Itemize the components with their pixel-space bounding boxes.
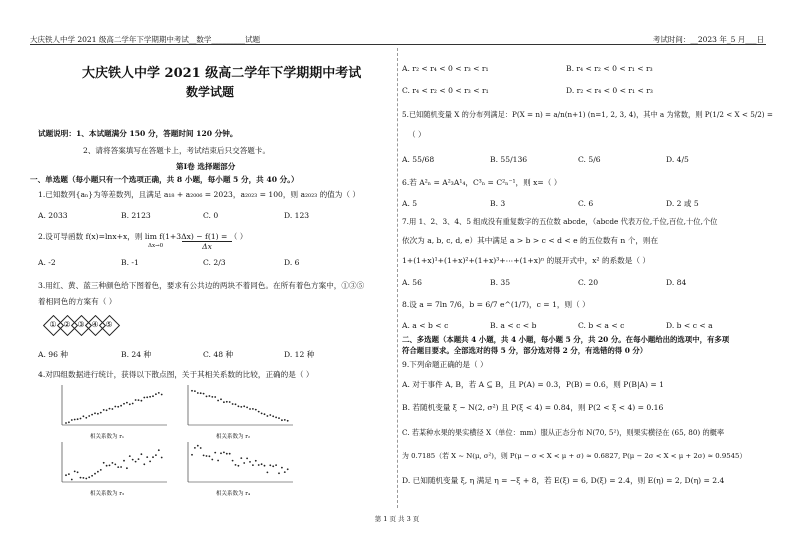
scatter-point bbox=[220, 398, 222, 400]
scatter-point bbox=[246, 407, 248, 409]
scatter-point bbox=[240, 406, 242, 408]
question-6: 6.若 A²ₙ = A²₃A¹₄，C³ₙ = C²ₙ⁻¹，则 x=（ ） bbox=[402, 178, 562, 187]
q6-option-c: C. 6 bbox=[578, 199, 594, 208]
q7-option-a: A. 56 bbox=[402, 278, 422, 287]
region-label-1: ① bbox=[49, 320, 57, 329]
question-3-line-2: 着相同色的方案有（ ） bbox=[38, 297, 117, 306]
scatter-point bbox=[88, 476, 90, 478]
q5-option-d: D. 4/5 bbox=[666, 155, 689, 164]
scatter-point bbox=[103, 409, 105, 411]
scatter-point bbox=[149, 396, 151, 398]
q2-option-c: C. 2/3 bbox=[203, 258, 226, 267]
scatter-point bbox=[223, 452, 225, 454]
scatter-point bbox=[232, 460, 234, 462]
scatter-point bbox=[161, 394, 163, 396]
scatter-point bbox=[203, 393, 205, 395]
scatter-point bbox=[243, 462, 245, 464]
scatter-point bbox=[91, 475, 93, 477]
scatter-point bbox=[143, 463, 145, 465]
scatter-point bbox=[141, 453, 143, 455]
question-3-line-1: 3.用红、黄、蓝三种颜色给下图着色，要求有公共边的两块不着同色。在所有着色方案中，①③⑤ bbox=[38, 281, 365, 290]
scatter-point bbox=[264, 465, 266, 467]
scatter-point bbox=[255, 460, 257, 462]
plot-2-caption: 相关系数为 r₂ bbox=[216, 434, 251, 440]
scatter-point bbox=[114, 406, 116, 408]
header-left: 大庆铁人中学 2021 级高二学年下学期期中考试__数学_________试题 bbox=[30, 35, 261, 44]
scatter-point bbox=[226, 453, 228, 455]
scatter-point bbox=[100, 469, 102, 471]
scatter-point bbox=[146, 396, 148, 398]
scatter-point bbox=[71, 479, 73, 481]
scatter-point bbox=[269, 464, 271, 466]
scatter-point bbox=[120, 405, 122, 407]
scatter-point bbox=[94, 412, 96, 414]
question-2: 2.设可导函数 f(x)=lnx+x，则 lim f(1+3Δx) − f(1) = （ ） bbox=[38, 232, 248, 241]
scatter-point bbox=[284, 471, 286, 473]
scatter-point bbox=[238, 405, 240, 407]
question-9: 9.下列命题正确的是（ ） bbox=[402, 360, 488, 369]
q4-option-d: D. r₂ < r₄ < 0 < r₁ < r₃ bbox=[566, 86, 653, 95]
q3-option-b: B. 24 种 bbox=[121, 350, 152, 359]
plot-3-caption: 相关系数为 r₃ bbox=[90, 491, 125, 497]
scatter-point bbox=[103, 462, 105, 464]
scatter-point bbox=[194, 390, 196, 392]
scatter-point bbox=[261, 463, 263, 465]
q2-option-d: D. 6 bbox=[284, 258, 300, 267]
scatter-point bbox=[65, 474, 67, 476]
q3-option-c: C. 48 种 bbox=[203, 350, 234, 359]
q9-option-d: D. 已知随机变量 ξ, η 满足 η = −ξ + 8，若 E(ξ) = 6, D(ξ) = 2.4，则 E(η) = 2, D(η) = 2.4 bbox=[402, 476, 725, 485]
scatter-point bbox=[129, 455, 131, 457]
q4-option-b: B. r₄ < r₂ < 0 < r₁ < r₃ bbox=[566, 64, 653, 73]
scatter-point bbox=[203, 455, 205, 457]
scatter-point bbox=[200, 447, 202, 449]
scatter-point bbox=[258, 411, 260, 413]
scatter-point bbox=[220, 452, 222, 454]
scatter-point bbox=[240, 457, 242, 459]
scatter-point bbox=[249, 461, 251, 463]
scatter-point bbox=[252, 408, 254, 410]
scatter-point bbox=[80, 418, 82, 420]
q7-option-c: C. 20 bbox=[578, 278, 599, 287]
scatter-point bbox=[214, 396, 216, 398]
section-2-title-line-2: 符合题目要求。全部选对的得 5 分，部分选对得 2 分，有选错的得 0 分） bbox=[402, 346, 648, 355]
scatter-point bbox=[100, 412, 102, 414]
scatter-point bbox=[112, 408, 114, 410]
section-1-title: 一、单选题（每小题只有一个选项正确，共 8 小题，每小题 5 分，共 40 分。） bbox=[30, 175, 299, 184]
question-7-line-1: 7.用 1、2、3、4、5 组成没有重复数字的五位数 abcde，（abcde 代表万位,千位,百位,十位,个位 bbox=[402, 217, 718, 226]
scatter-point bbox=[161, 457, 163, 459]
part-1-title: 第Ⅰ卷 选择题部分 bbox=[176, 162, 236, 171]
scatter-point bbox=[261, 413, 263, 415]
q2-denominator: Δx bbox=[182, 241, 232, 252]
region-label-2: ② bbox=[63, 320, 71, 329]
q5-option-c: C. 5/6 bbox=[578, 155, 601, 164]
question-4: 4.对四组数据进行统计，获得以下散点图，关于其相关系数的比较，正确的是（ ） bbox=[38, 370, 314, 379]
q1-option-d: D. 123 bbox=[284, 211, 310, 220]
scatter-point bbox=[278, 472, 280, 474]
scatter-point bbox=[112, 462, 114, 464]
scatter-point bbox=[126, 402, 128, 404]
q5-paren: （ ） bbox=[408, 130, 426, 139]
scatter-point bbox=[80, 477, 82, 479]
scatter-point bbox=[278, 417, 280, 419]
scatter-point bbox=[214, 452, 216, 454]
question-1: 1.已知数列{aₙ}为等差数列，且满足 a₁₈ + a₂₀₀₆ = 2023，a₂₀₂₃ = 100，则 a₂₀₂₃ 的值为（ ） bbox=[38, 190, 360, 199]
scatter-plot-1 bbox=[52, 383, 172, 435]
question-5: 5.已知随机变量 X 的分布列满足：P(X = n) = a/n(n+1) (n=1, 2, 3, 4)，其中 a 为常数，则 P(1/2 < X < 5/2) = bbox=[402, 110, 773, 119]
scatter-point bbox=[152, 395, 154, 397]
scatter-point bbox=[149, 461, 151, 463]
scatter-point bbox=[109, 408, 111, 410]
scatter-point bbox=[114, 464, 116, 466]
scatter-point bbox=[252, 464, 254, 466]
q4-option-a: A. r₂ < r₄ < 0 < r₃ < r₁ bbox=[402, 64, 489, 73]
q8-option-d: D. b < c < a bbox=[666, 321, 713, 330]
region-label-4: ④ bbox=[91, 320, 99, 329]
scatter-point bbox=[238, 465, 240, 467]
q6-option-d: D. 2 或 5 bbox=[666, 199, 699, 208]
section-2-title-line-1: 二、多选题（本题共 4 小题，共 4 小题，每小题 5 分，共 20 分。在每小题给出的选项中，有多项 bbox=[402, 335, 730, 344]
scatter-point bbox=[97, 471, 99, 473]
scatter-point bbox=[68, 421, 70, 423]
scatter-point bbox=[141, 400, 143, 402]
scatter-point bbox=[206, 396, 208, 398]
scatter-point bbox=[209, 455, 211, 457]
scatter-point bbox=[71, 419, 73, 421]
scatter-point bbox=[74, 419, 76, 421]
scatter-point bbox=[255, 409, 257, 411]
scatter-point bbox=[191, 454, 193, 456]
scatter-point bbox=[197, 392, 199, 394]
q5-option-a: A. 55/68 bbox=[402, 155, 435, 164]
scatter-point bbox=[246, 458, 248, 460]
scatter-point bbox=[85, 417, 87, 419]
scatter-point bbox=[132, 459, 134, 461]
scatter-point bbox=[138, 458, 140, 460]
scatter-point bbox=[267, 472, 269, 474]
column-divider bbox=[397, 48, 398, 508]
q8-option-c: C. b < a < c bbox=[578, 321, 625, 330]
scatter-point bbox=[272, 415, 274, 417]
scatter-point bbox=[264, 413, 266, 415]
q2-limit-subscript: Δx→0 bbox=[148, 243, 164, 249]
scatter-point bbox=[123, 460, 125, 462]
scatter-point bbox=[94, 473, 96, 475]
scatter-point bbox=[117, 466, 119, 468]
scatter-point bbox=[235, 403, 237, 405]
scatter-point bbox=[275, 417, 277, 419]
scatter-point bbox=[194, 447, 196, 449]
q9-option-c-line-2: 为 0.7185（若 X ~ N(μ, σ²)，则 P(μ − σ < X < μ + σ) ≈ 0.6827, P(μ − 2σ < X < μ + 2σ) ≈ 0.9545） bbox=[402, 452, 747, 460]
exam-subtitle: 数学试题 bbox=[186, 85, 235, 99]
region-label-5: ⑤ bbox=[105, 320, 113, 329]
scatter-point bbox=[191, 390, 193, 392]
scatter-point bbox=[217, 460, 219, 462]
scatter-point bbox=[287, 420, 289, 422]
scatter-point bbox=[132, 403, 134, 405]
scatter-point bbox=[83, 477, 85, 479]
scatter-point bbox=[123, 403, 125, 405]
scatter-point bbox=[229, 401, 231, 403]
scatter-point bbox=[232, 403, 234, 405]
scatter-point bbox=[155, 393, 157, 395]
plot-4-caption: 相关系数为 r₄ bbox=[216, 491, 251, 497]
scatter-point bbox=[267, 415, 269, 417]
scatter-point bbox=[258, 464, 260, 466]
scatter-point bbox=[211, 396, 213, 398]
scatter-point bbox=[281, 419, 283, 421]
scatter-plot-4 bbox=[178, 440, 298, 492]
scatter-point bbox=[109, 465, 111, 467]
scatter-point bbox=[158, 449, 160, 451]
q9-option-c-line-1: C. 若某种水果的果实横径 X（单位：mm）服从正态分布 N(70, 5²)，则果实横径在 (65, 80) 的概率 bbox=[402, 428, 725, 437]
scatter-point bbox=[68, 473, 70, 475]
scatter-point bbox=[197, 445, 199, 447]
scatter-point bbox=[229, 453, 231, 455]
scatter-plot-2 bbox=[178, 383, 298, 435]
question-8: 8.设 a = 7ln 7/6，b = 6/7 e^(1/7)，c = 1，则（ ） bbox=[402, 300, 590, 309]
scatter-point bbox=[77, 418, 79, 420]
scatter-point bbox=[135, 461, 137, 463]
q6-option-a: A. 5 bbox=[402, 199, 418, 208]
scatter-point bbox=[143, 397, 145, 399]
question-7-line-3: 1+(1+x)¹+(1+x)²+(1+x)³+⋯+(1+x)ⁿ 的展开式中，x² 的系数是（ ） bbox=[402, 256, 650, 265]
scatter-point bbox=[106, 409, 108, 411]
scatter-point bbox=[74, 471, 76, 473]
scatter-point bbox=[284, 419, 286, 421]
q8-option-b: B. a < c < b bbox=[490, 321, 537, 330]
scatter-point bbox=[155, 454, 157, 456]
q7-option-b: B. 35 bbox=[490, 278, 511, 287]
scatter-point bbox=[235, 464, 237, 466]
notes-line-1: 试题说明：1、本试题满分 150 分，答题时间 120 分钟。 bbox=[38, 129, 238, 138]
scatter-point bbox=[83, 415, 85, 417]
scatter-point bbox=[126, 467, 128, 469]
scatter-point bbox=[217, 400, 219, 402]
scatter-point bbox=[152, 456, 154, 458]
q8-option-a: A. a < b < c bbox=[402, 321, 449, 330]
scatter-point bbox=[97, 413, 99, 415]
scatter-point bbox=[106, 465, 108, 467]
q6-option-b: B. 3 bbox=[490, 199, 506, 208]
q2-option-a: A. -2 bbox=[38, 258, 56, 267]
q5-option-b: B. 55/136 bbox=[490, 155, 528, 164]
scatter-point bbox=[135, 399, 137, 401]
scatter-point bbox=[223, 401, 225, 403]
notes-line-2: 2、请将答案填写在答题卡上，考试结束后只交答题卡。 bbox=[83, 146, 271, 155]
scatter-point bbox=[91, 414, 93, 416]
scatter-point bbox=[249, 408, 251, 410]
question-7-line-2: 依次为 a, b, c, d, e）其中满足 a > b > c < d < e 的五位数有 n 个，则在 bbox=[402, 236, 659, 245]
scatter-point bbox=[209, 395, 211, 397]
scatter-point bbox=[65, 422, 67, 424]
q1-option-b: B. 2123 bbox=[121, 211, 151, 220]
scatter-point bbox=[85, 478, 87, 480]
header-rule bbox=[30, 44, 766, 45]
scatter-point bbox=[138, 399, 140, 401]
scatter-point bbox=[146, 456, 148, 458]
scatter-point bbox=[206, 455, 208, 457]
scatter-point bbox=[129, 403, 131, 405]
q3-option-d: D. 12 种 bbox=[284, 350, 315, 359]
q2-option-b: B. -1 bbox=[121, 258, 139, 267]
plot-1-caption: 相关系数为 r₁ bbox=[90, 434, 125, 440]
exam-title: 大庆铁人中学 2021 级高二学年下学期期中考试 bbox=[82, 66, 362, 81]
header-right: 考试时间：__2023 年_5 月___日 bbox=[652, 35, 764, 44]
scatter-point bbox=[243, 405, 245, 407]
q1-option-c: C. 0 bbox=[203, 211, 219, 220]
scatter-point bbox=[77, 471, 79, 473]
scatter-point bbox=[226, 401, 228, 403]
q9-option-a: A. 对于事件 A, B，若 A ⊆ B，且 P(A) = 0.3，P(B) = 0.6，则 P(B|A) = 1 bbox=[402, 380, 664, 389]
page-footer: 第 1 页 共 3 页 bbox=[374, 515, 420, 523]
scatter-point bbox=[120, 466, 122, 468]
scatter-point bbox=[269, 414, 271, 416]
scatter-plot-3 bbox=[52, 440, 172, 492]
scatter-point bbox=[272, 465, 274, 467]
scatter-point bbox=[275, 464, 277, 466]
scatter-point bbox=[287, 468, 289, 470]
q9-option-b: B. 若随机变量 ξ ~ N(2, σ²) 且 P(ξ < 4) = 0.84，则 P(2 < ξ < 4) = 0.16 bbox=[402, 403, 664, 412]
scatter-point bbox=[281, 467, 283, 469]
scatter-point bbox=[117, 406, 119, 408]
scatter-point bbox=[88, 415, 90, 417]
q1-option-a: A. 2033 bbox=[38, 211, 68, 220]
q7-option-d: D. 84 bbox=[666, 278, 687, 287]
region-label-3: ③ bbox=[77, 320, 85, 329]
scatter-point bbox=[200, 392, 202, 394]
q3-option-a: A. 96 种 bbox=[38, 350, 68, 359]
q4-option-c: C. r₄ < r₂ < 0 < r₃ < r₁ bbox=[402, 86, 489, 95]
scatter-point bbox=[211, 459, 213, 461]
scatter-point bbox=[158, 392, 160, 394]
